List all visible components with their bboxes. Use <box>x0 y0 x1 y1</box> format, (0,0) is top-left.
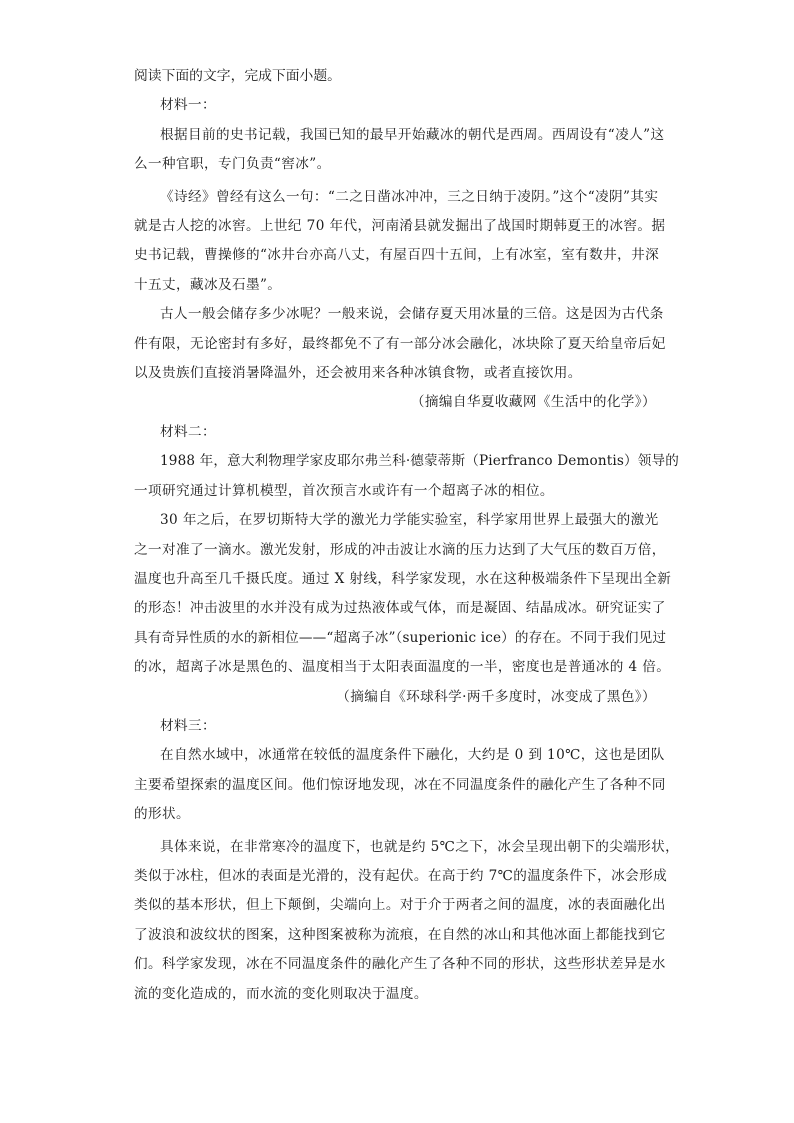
material-1-label: 材料一： <box>160 97 216 114</box>
material-1-line: 么一种官职，专门负责“窖冰”。 <box>134 156 331 173</box>
material-3-line: 类似于冰柱，但冰的表面是光滑的，没有起伏。在高于约 7℃的温度条件下，冰会形成 <box>134 867 668 884</box>
material-3-line: 的形状。 <box>134 806 190 823</box>
material-2-line: 的形态！冲击波里的水并没有成为过热液体或气体，而是凝固、结晶成冰。研究证实了 <box>134 600 666 617</box>
material-3-line: 具体来说，在非常寒冷的温度下，也就是约 5℃之下，冰会呈现出朝下的尖端形状， <box>160 838 680 855</box>
material-3-line: 流的变化造成的，而水流的变化则取决于温度。 <box>134 985 428 1002</box>
material-3-label: 材料三： <box>160 717 216 734</box>
material-1-source: （摘编自华夏收藏网《生活中的化学》） <box>410 394 656 411</box>
material-2-line: 一项研究通过计算机模型，首次预言水或许有一个超离子冰的相位。 <box>134 482 554 499</box>
material-1-line: 《诗经》曾经有这么一句：“二之日凿冰冲冲，三之日纳于凌阴。”这个“凌阴”其实 <box>160 188 659 205</box>
material-2-line: 具有奇异性质的水的新相位——“超离子冰”（superionic ice）的存在。不同于我们见过 <box>134 629 667 646</box>
material-1-line: 史书记载，曹操修的“冰井台亦高八丈，有屋百四十五间，上有冰室，室有数井，井深 <box>134 247 660 264</box>
material-2-line: 30 年之后，在罗切斯特大学的激光力学能实验室，科学家用世界上最强大的激光 <box>160 512 659 529</box>
material-2-line: 之一对准了一滴水。激光发射，形成的冲击波让水滴的压力达到了大气压的数百万倍， <box>134 541 666 558</box>
material-1-line: 件有限，无论密封有多好，最终都免不了有一部分冰会融化，冰块除了夏天给皇帝后妃 <box>134 335 666 352</box>
question-intro: 阅读下面的文字，完成下面小题。 <box>134 68 341 84</box>
material-1-line: 古人一般会储存多少冰呢？一般来说，会储存夏天用冰量的三倍。这是因为古代条 <box>160 306 664 323</box>
material-1-line: 就是古人挖的冰窖。上世纪 70 年代，河南淆县就发掘出了战国时期韩夏王的冰窖。据 <box>134 218 666 235</box>
material-2-label: 材料二： <box>160 423 216 440</box>
document-page <box>134 62 680 1009</box>
material-2-source: （摘编自《环球科学·两千多度时，冰变成了黑色》） <box>336 688 656 705</box>
material-3-line: 在自然水域中，冰通常在较低的温度条件下融化，大约是 0 到 10℃，这也是团队 <box>160 747 665 764</box>
material-3-line: 主要希望探索的温度区间。他们惊讶地发现，冰在不同温度条件的融化产生了各种不同 <box>134 776 666 793</box>
material-2-line: 1988 年，意大利物理学家皮耶尔弗兰科·德蒙蒂斯（Pierfranco Demontis）领导的 <box>160 453 679 470</box>
material-1-line: 根据目前的史书记载，我国已知的最早开始藏冰的朝代是西周。西周设有“凌人”这 <box>160 126 665 143</box>
material-2-line: 温度也升高至几千摄氏度。通过 X 射线，科学家发现，水在这种极端条件下呈现出全新 <box>134 570 672 587</box>
material-3-line: 了波浪和波纹状的图案，这种图案被称为流痕，在自然的冰山和其他冰面上都能找到它 <box>134 926 666 943</box>
material-3-line: 们。科学家发现，冰在不同温度条件的融化产生了各种不同的形状，这些形状差异是水 <box>134 956 666 973</box>
material-1-line: 十五丈，藏冰及石墨”。 <box>134 276 282 293</box>
material-2-line: 的冰，超离子冰是黑色的、温度相当于太阳表面温度的一半，密度也是普通冰的 4 倍。 <box>134 659 671 676</box>
material-1-line: 以及贵族们直接消暑降温外，还会被用来各种冰镇食物，或者直接饮用。 <box>134 365 582 382</box>
material-3-line: 类似的基本形状，但上下颠倒，尖端向上。对于介于两者之间的温度，冰的表面融化出 <box>134 897 666 914</box>
